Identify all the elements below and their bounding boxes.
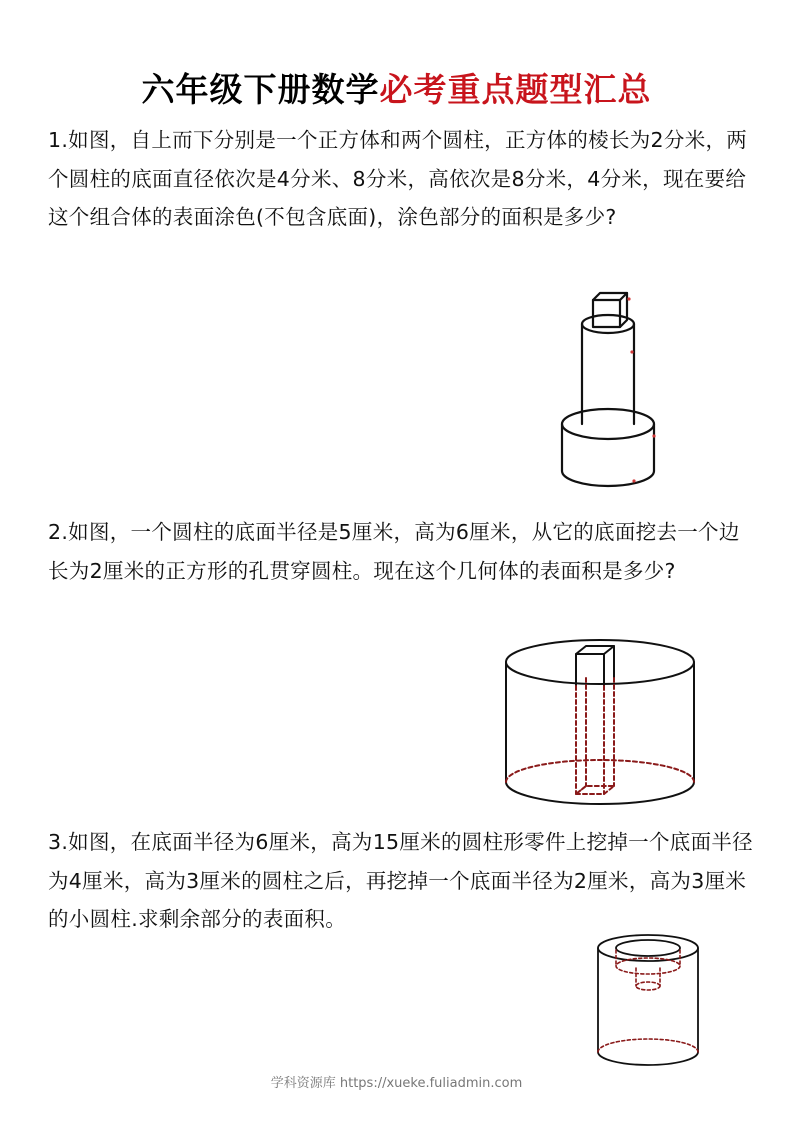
footer-source: 学科资源库 https://xueke.fuliadmin.com [270, 1076, 523, 1091]
title-part-red: 必考重点题型汇总 [379, 70, 652, 109]
question-1-text: 1.如图，自上而下分别是一个正方体和两个圆柱，正方体的棱长为2分米，两个圆柱的底面直径依次是4分米、8分米，高依次是8分米，4分米，现在要给这个组合体的表面涂色(不包含底面)，涂色部分的面积是多少? [48, 128, 748, 229]
question-2-text: 2.如图，一个圆柱的底面半径是5厘米，高为6厘米，从它的底面挖去一个边长为2厘米的正方形的孔贯穿圆柱。现在这个几何体的表面积是多少? [48, 520, 740, 583]
cylinder-with-nested-cavities-figure [592, 930, 704, 1070]
question-3-text: 3.如图，在底面半径为6厘米，高为15厘米的圆柱形零件上挖掉一个底面半径为4厘米，高为3厘米的圆柱之后，再挖掉一个底面半径为2厘米，高为3厘米的小圆柱.求剩余部分的表面积。 [48, 830, 753, 931]
title-part-black: 六年级下册数学 [141, 70, 380, 109]
cube-on-two-cylinders-figure [548, 268, 750, 496]
cylinder-with-square-hole-figure [498, 634, 702, 808]
page-title [0, 62, 793, 118]
